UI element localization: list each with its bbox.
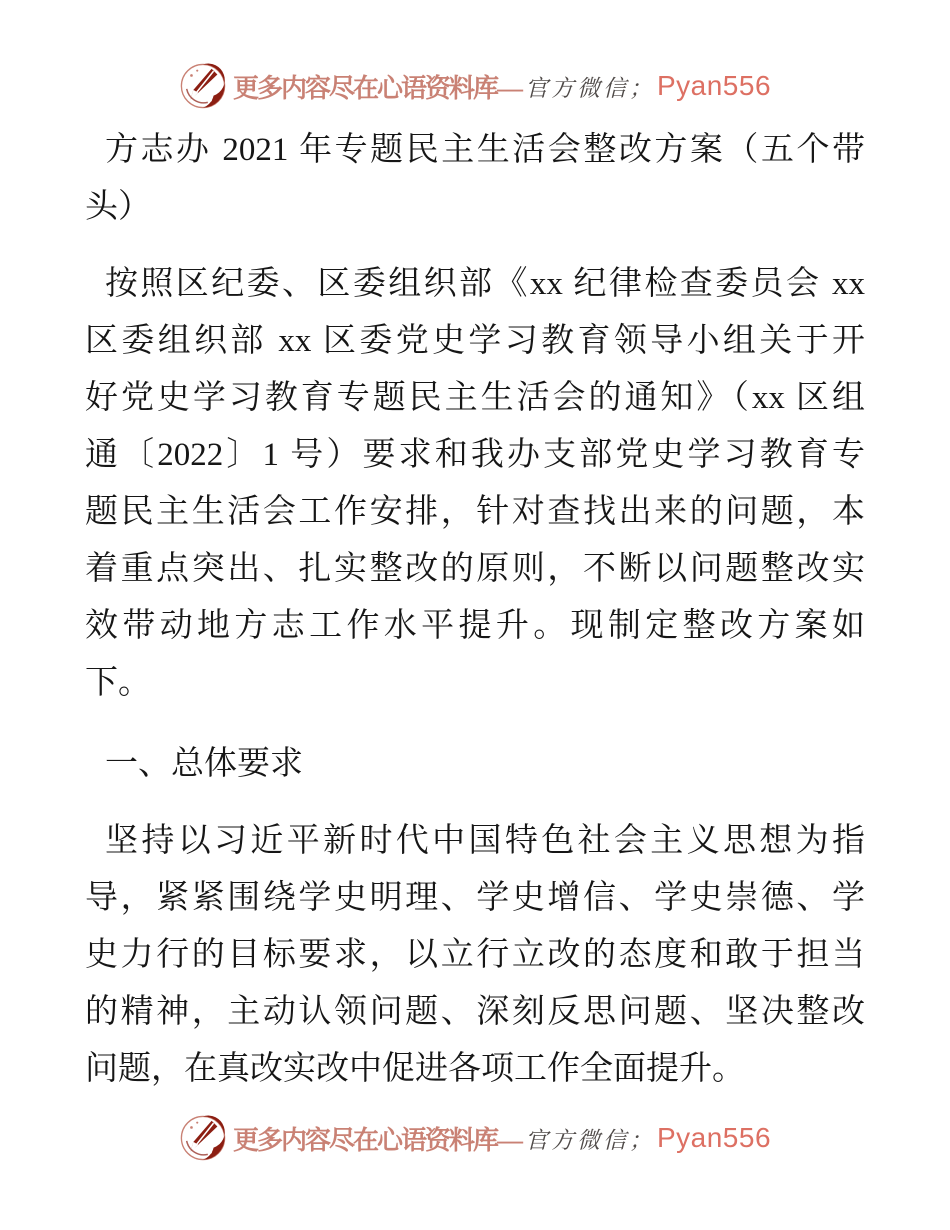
paragraph-1 [85, 256, 865, 712]
document-title [85, 122, 865, 236]
section-heading-text: 一、总体要求 [105, 746, 303, 782]
paragraph-line: 题民主生活会工作安排，针对查找出来的问题，本 [85, 494, 865, 530]
watermark-brand-text: 更多内容尽在心语资料库— [232, 1125, 521, 1155]
section-heading [85, 736, 865, 793]
pen-seal-logo-icon [179, 1114, 227, 1162]
pen-seal-logo-icon [179, 62, 227, 110]
paragraph-line: 通〔2022〕1 号）要求和我办支部党史学习教育专 [85, 437, 865, 473]
paragraph-line: 问题，在真改实改中促进各项工作全面提升。 [85, 1051, 745, 1087]
watermark-brand-text: 更多内容尽在心语资料库— [232, 73, 521, 103]
watermark-wechat-label: 官方微信； [524, 75, 655, 101]
paragraph-line: 效带动地方志工作水平提升。现制定整改方案如 [85, 608, 865, 644]
paragraph-line: 下。 [85, 665, 151, 701]
paragraph-line: 着重点突出、扎实整改的原则，不断以问题整改实 [85, 551, 865, 587]
paragraph-line: 的精神，主动认领问题、深刻反思问题、坚决整改 [85, 994, 865, 1030]
footer-watermark [0, 1112, 950, 1164]
paragraph-2 [85, 813, 865, 1098]
paragraph-line: 坚持以习近平新时代中国特色社会主义思想为指 [105, 823, 865, 859]
watermark-wechat-id: Pyan556 [656, 70, 772, 101]
header-watermark [0, 60, 950, 112]
title-line: 头） [85, 189, 151, 225]
watermark-wechat-label: 官方微信； [524, 1127, 655, 1153]
title-line: 方志办 2021 年专题民主生活会整改方案（五个带 [105, 132, 865, 168]
watermark-wechat-id: Pyan556 [656, 1122, 772, 1153]
paragraph-line: 史力行的目标要求，以立行立改的态度和敢于担当 [85, 937, 865, 973]
paragraph-line: 区委组织部 xx 区委党史学习教育领导小组关于开 [85, 323, 865, 359]
paragraph-line: 导，紧紧围绕学史明理、学史增信、学史崇德、学 [85, 880, 865, 916]
paragraph-line: 按照区纪委、区委组织部《xx 纪律检查委员会 xx [105, 266, 865, 302]
document-content [0, 122, 950, 1098]
paragraph-line: 好党史学习教育专题民主生活会的通知》（xx 区组 [85, 380, 865, 416]
